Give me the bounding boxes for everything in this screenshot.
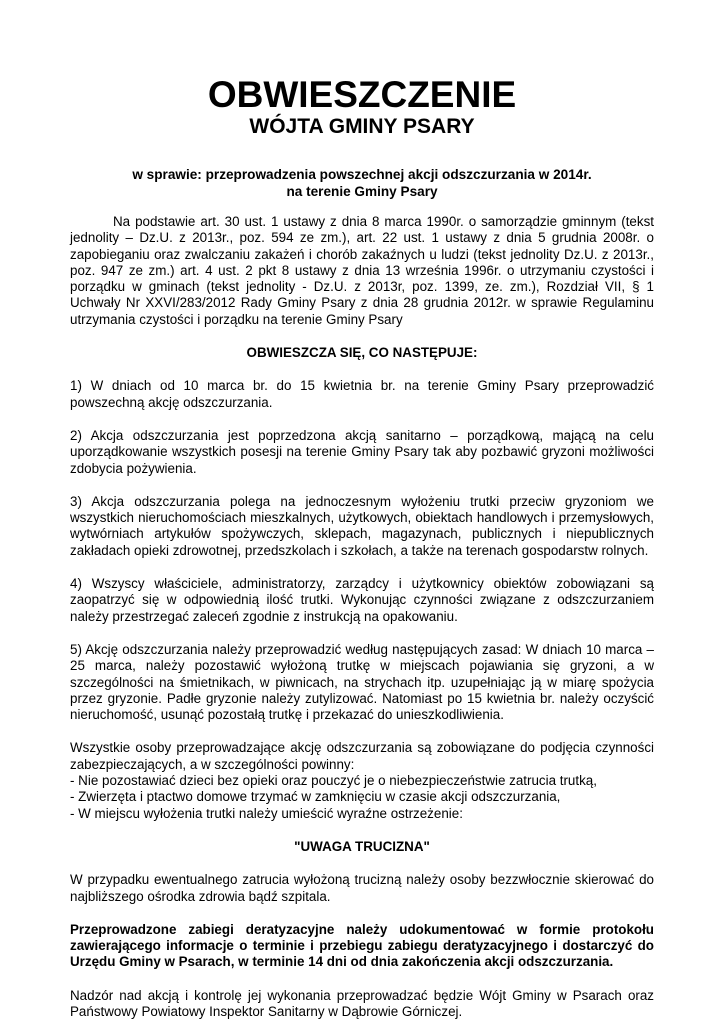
- point-3: 3) Akcja odszczurzania polega na jednoczesnym wyłożeniu trutki przeciw gryzoniom we wszystkich nieruchomościach mieszkalnych, użytkowych, obiektach handlowych i przemysłowych, wytwórniach artykułów spożywczych, sklepach, magazynach, publicznych i niepublicznych zakładach opieki zdrowotnej, przedszkolach i szkołach, a także na terenach gospodarstw rolnych.: [70, 493, 654, 558]
- protocol-paragraph: Przeprowadzone zabiegi deratyzacyjne należy udokumentować w formie protokołu zawierającego informacje o terminie i przebiegu zabiegu deratyzacyjnego i dostarczyć do Urzędu Gminy w Psarach, w terminie 14 dni od dnia zakończenia akcji odszczurzania.: [70, 921, 654, 970]
- subject-line-2: na terenie Gminy Psary: [286, 184, 438, 199]
- subject-heading: [70, 166, 654, 200]
- poisoning-paragraph: W przypadku ewentualnego zatrucia wyłożoną trucizną należy osoby bezzwłocznie skierować do najbliższego ośrodka zdrowia bądź szpitala.: [70, 872, 654, 904]
- point-5: 5) Akcję odszczurzania należy przeprowadzić według następujących zasad: W dniach 10 marca – 25 marca, należy pozostawić wyłożoną trutkę w miejscach pojawiania się gryzoni, a w szczególności na śmietnikach, w piwnicach, na strychach itp. uzupełniając ją w miarę spożycia przez gryzonie. Padłe gryzonie należy zutylizować. Natomiast po 15 kwietnia br. należy oczyścić nieruchomość, usunąć pozostałą trutkę i przekazać do unieszkodliwienia.: [70, 641, 654, 723]
- obligation-item: - Zwierzęta i ptactwo domowe trzymać w zamknięciu w czasie akcji odszczurzania,: [70, 789, 561, 805]
- warning-label: "UWAGA TRUCIZNA": [294, 838, 430, 854]
- point-2: 2) Akcja odszczurzania jest poprzedzona akcją sanitarno – porządkową, mającą na celu uporządkowanie wszystkich posesji na terenie Gminy Psary tak aby pozbawić gryzoni możliwości zdobycia pożywienia.: [70, 427, 654, 476]
- obligation-item: - Nie pozostawiać dzieci bez opieki oraz pouczyć je o niebezpieczeństwie zatrucia trutką,: [70, 773, 597, 789]
- announce-heading: OBWIESZCZA SIĘ, CO NASTĘPUJE:: [246, 345, 478, 361]
- document-title: OBWIESZCZENIE: [207, 74, 517, 115]
- obligation-item: - W miejscu wyłożenia trutki należy umieścić wyraźne ostrzeżenie:: [70, 805, 463, 821]
- document-subtitle: WÓJTA GMINY PSARY: [249, 115, 475, 138]
- subject-line-1: w sprawie: przeprowadzenia powszechnej akcji odszczurzania w 2014r.: [132, 167, 592, 182]
- point-4: 4) Wszyscy właściciele, administratorzy, zarządcy i użytkownicy obiektów zobowiązani są zaopatrzyć się w odpowiednią ilość trutki. Wykonując czynności związane z odszczurzaniem należy przestrzegać zaleceń zgodnie z instrukcją na opakowaniu.: [70, 576, 654, 624]
- point-1: 1) W dniach od 10 marca br. do 15 kwietnia br. na terenie Gminy Psary przeprowadzić powszechną akcję odszczurzania.: [70, 378, 654, 410]
- legal-basis-paragraph: Na podstawie art. 30 ust. 1 ustawy z dnia 8 marca 1990r. o samorządzie gminnym (tekst jednolity – Dz.U. z 2013r., poz. 594 ze zm.), art. 22 ust. 1 ustawy z dnia 5 grudnia 2008r. o zapobieganiu oraz zwalczaniu zakażeń i chorób zakaźnych u ludzi (tekst jednolity Dz.U. z 2013r., poz. 947 ze zm.) art. 4 ust. 2 pkt 8 ustawy z dnia 13 września 1996r. o utrzymaniu czystości i porządku w gminach (tekst jednolity - Dz.U. z 2013r, poz. 1399, ze. zm.), Rozdział VII, § 1 Uchwały Nr XXVI/283/2012 Rady Gminy Psary z dnia 28 grudnia 2012r. w sprawie Regulaminu utrzymania czystości i porządku na terenie Gminy Psary: [70, 214, 654, 327]
- supervision-paragraph: Nadzór nad akcją i kontrolę jej wykonania przeprowadzać będzie Wójt Gminy w Psarach oraz Państwowy Powiatowy Inspektor Sanitarny w Dąbrowie Górniczej.: [70, 987, 654, 1019]
- obligations-intro: Wszystkie osoby przeprowadzające akcję odszczurzania są zobowiązane do podjęcia czynności zabezpieczających, a w szczególności powinny:: [70, 740, 654, 772]
